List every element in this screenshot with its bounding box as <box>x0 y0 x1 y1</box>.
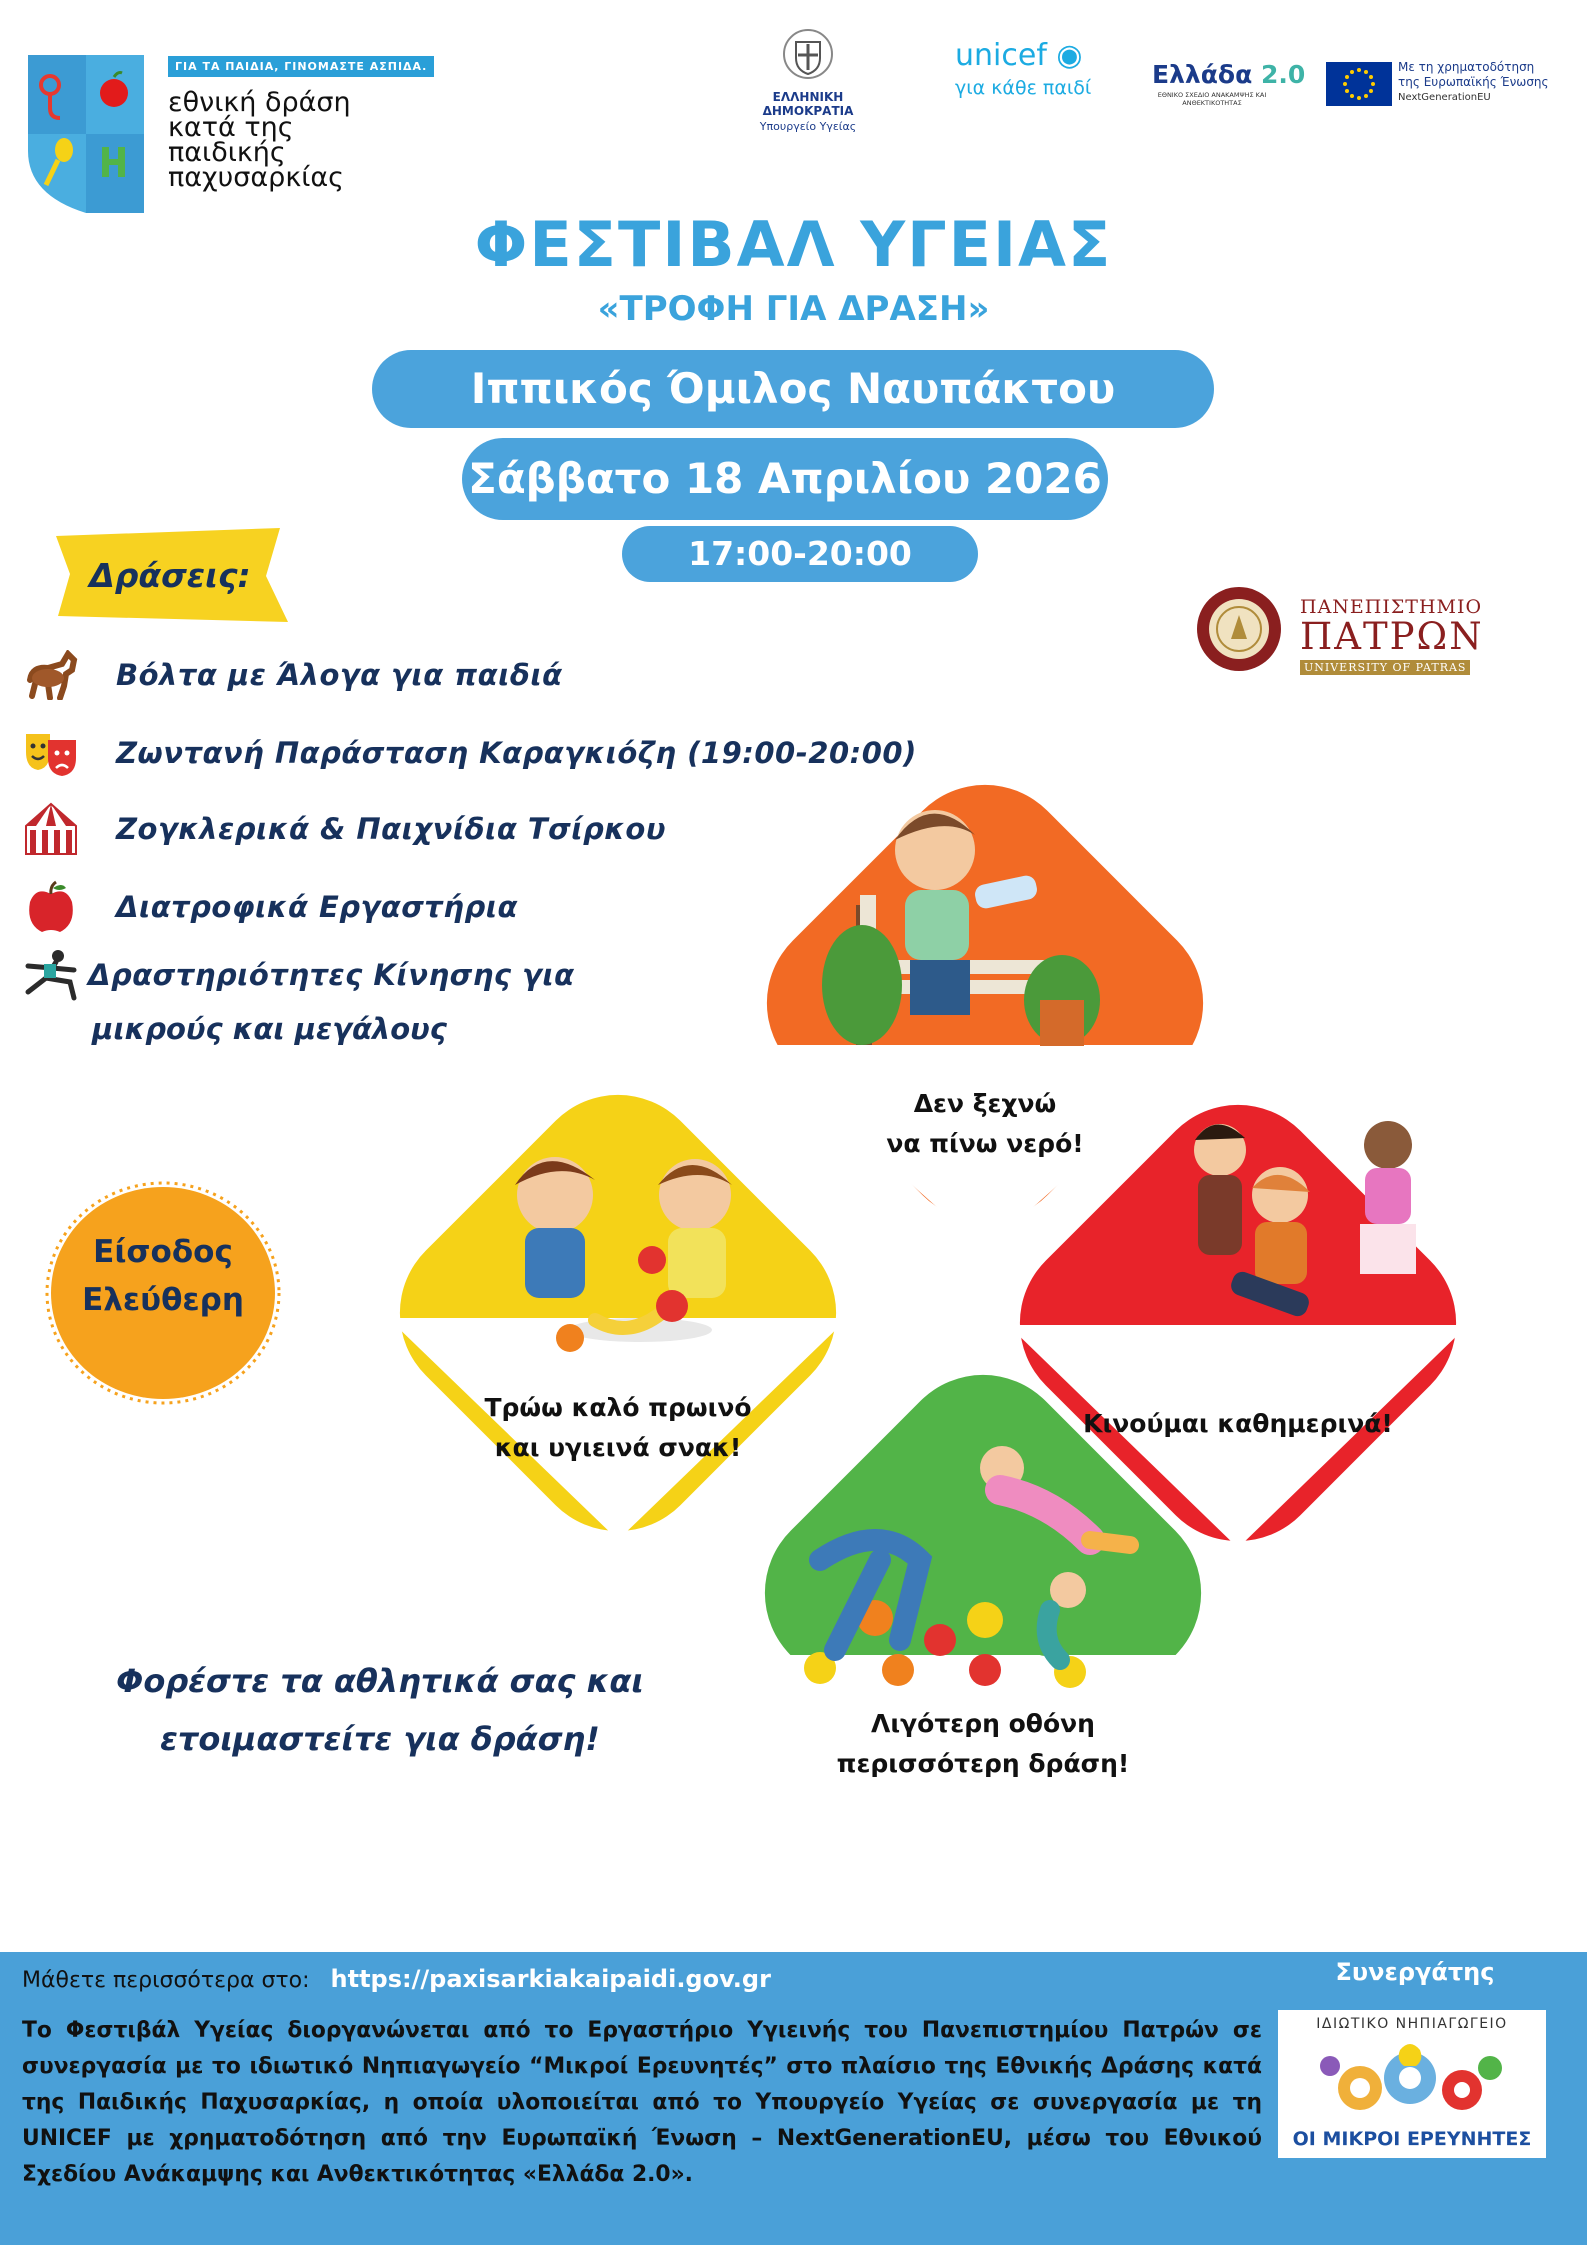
caption-move: Κινούμαι καθημερινά! <box>1083 1409 1393 1438</box>
unicef-slogan: για κάθε παιδί <box>955 77 1092 99</box>
time-pill: 17:00-20:00 <box>622 526 978 582</box>
learn-more: Μάθετε περισσότερα στο: https://paxisarkiakaipaidi.gov.gr <box>22 1965 771 1993</box>
gov-title: ΕΛΛΗΝΙΚΗ ΔΗΜΟΚΡΑΤΙΑ <box>762 90 854 118</box>
venue-pill: Ιππικός Όμιλος Ναυπάκτου <box>372 350 1214 428</box>
greece-2-0-logo: Ελλάδα 2.0 ΕΘΝΙΚΟ ΣΧΕΔΙΟ ΑΝΑΚΑΜΨΗΣ ΚΑΙ ΑΝΘΕΚΤΙΚΟΤΗΤΑΣ <box>1152 60 1306 107</box>
free-entry-text: Είσοδος Ελεύθερη <box>82 1234 244 1318</box>
activities-heading: Δράσεις: <box>89 556 251 595</box>
activity-label: Δραστηριότητες Κίνησης για <box>88 958 575 992</box>
activity-label: Διατροφικά Εργαστήρια <box>116 890 518 924</box>
partner-gears-icon <box>1300 2038 1524 2126</box>
diamond-breakfast <box>363 1058 872 1567</box>
unicef-wordmark: unicef ◉ <box>955 38 1083 73</box>
activity-label-continued: μικρούς και μεγάλους <box>92 1012 447 1046</box>
festival-subtitle: «ΤΡΟΦΗ ΓΙΑ ΔΡΑΣΗ» <box>597 289 990 329</box>
activity-label: Ζωντανή Παράσταση Καραγκιόζη (19:00-20:00) <box>116 736 917 770</box>
festival-title: ΦΕΣΤΙΒΑΛ ΥΓΕΙΑΣ <box>474 208 1113 281</box>
caption-screen: Λιγότερη οθόνη περισσότερη δράση! <box>836 1709 1130 1778</box>
university-name: ΠΑΝΕΠΙΣΤΗΜΙΟ ΠΑΤΡΩΝ UNIVERSITY OF PATRAS <box>1300 596 1484 674</box>
campaign-tagline: ΓΙΑ ΤΑ ΠΑΙΔΙΑ, ΓΙΝΟΜΑΣΤΕ ΑΣΠΙΔΑ. <box>168 56 434 77</box>
partner-name: ΟΙ ΜΙΚΡΟΙ ΕΡΕΥΝΗΤΕΣ <box>1292 2128 1532 2150</box>
sport-message: Φορέστε τα αθλητικά σας και ετοιμαστείτε για δράση! <box>116 1662 644 1758</box>
website-link[interactable]: https://paxisarkiakaipaidi.gov.gr <box>330 1965 771 1993</box>
ministry-name: Υπουργείο Υγείας <box>759 120 857 133</box>
partner-heading: Συνεργάτης <box>1335 1958 1495 1986</box>
partner-type: ΙΔΙΩΤΙΚΟ ΝΗΠΙΑΓΩΓΕΙΟ <box>1316 2016 1508 2032</box>
university-seal-icon <box>1195 585 1283 673</box>
activity-label: Βόλτα με Άλογα για παιδιά <box>116 658 563 692</box>
activity-label: Ζογκλερικά & Παιχνίδια Τσίρκου <box>116 812 666 846</box>
eu-funding-text: Με τη χρηματοδότηση της Ευρωπαϊκής Ένωσης NextGenerationEU <box>1398 60 1549 103</box>
footer-description: Το Φεστιβάλ Υγείας διοργανώνεται από το Εργαστήριο Υγιεινής του Πανεπιστημίου Πατρών σε συνεργασία με το ιδιωτικό Νηπιαγωγείο “Μικροί Ερευνητές” στο πλαίσιο της Εθνικής Δράσης κατά της Παιδικής Παχυσαρκίας, η οποία υλοποιείται από το Υπουργείο Υγείας σε συνεργασία με τη UNICEF με χρηματοδότηση από την Ευρωπαϊκή Ένωση – NextGenerationEU, μέσω του Εθνικού Σχεδίου Ανάκαμψης και Ανθεκτικότητας «Ελλάδα 2.0». <box>22 2018 1262 2187</box>
campaign-name: εθνική δράση κατά της παιδικής παχυσαρκίας <box>168 87 351 193</box>
date-pill: Σάββατο 18 Απριλίου 2026 <box>462 438 1108 520</box>
caption-breakfast: Τρώω καλό πρωινό και υγιεινά σνακ! <box>484 1393 752 1462</box>
globe-icon: ◉ <box>1056 38 1083 73</box>
caption-water: Δεν ξεχνώ να πίνω νερό! <box>886 1089 1084 1158</box>
